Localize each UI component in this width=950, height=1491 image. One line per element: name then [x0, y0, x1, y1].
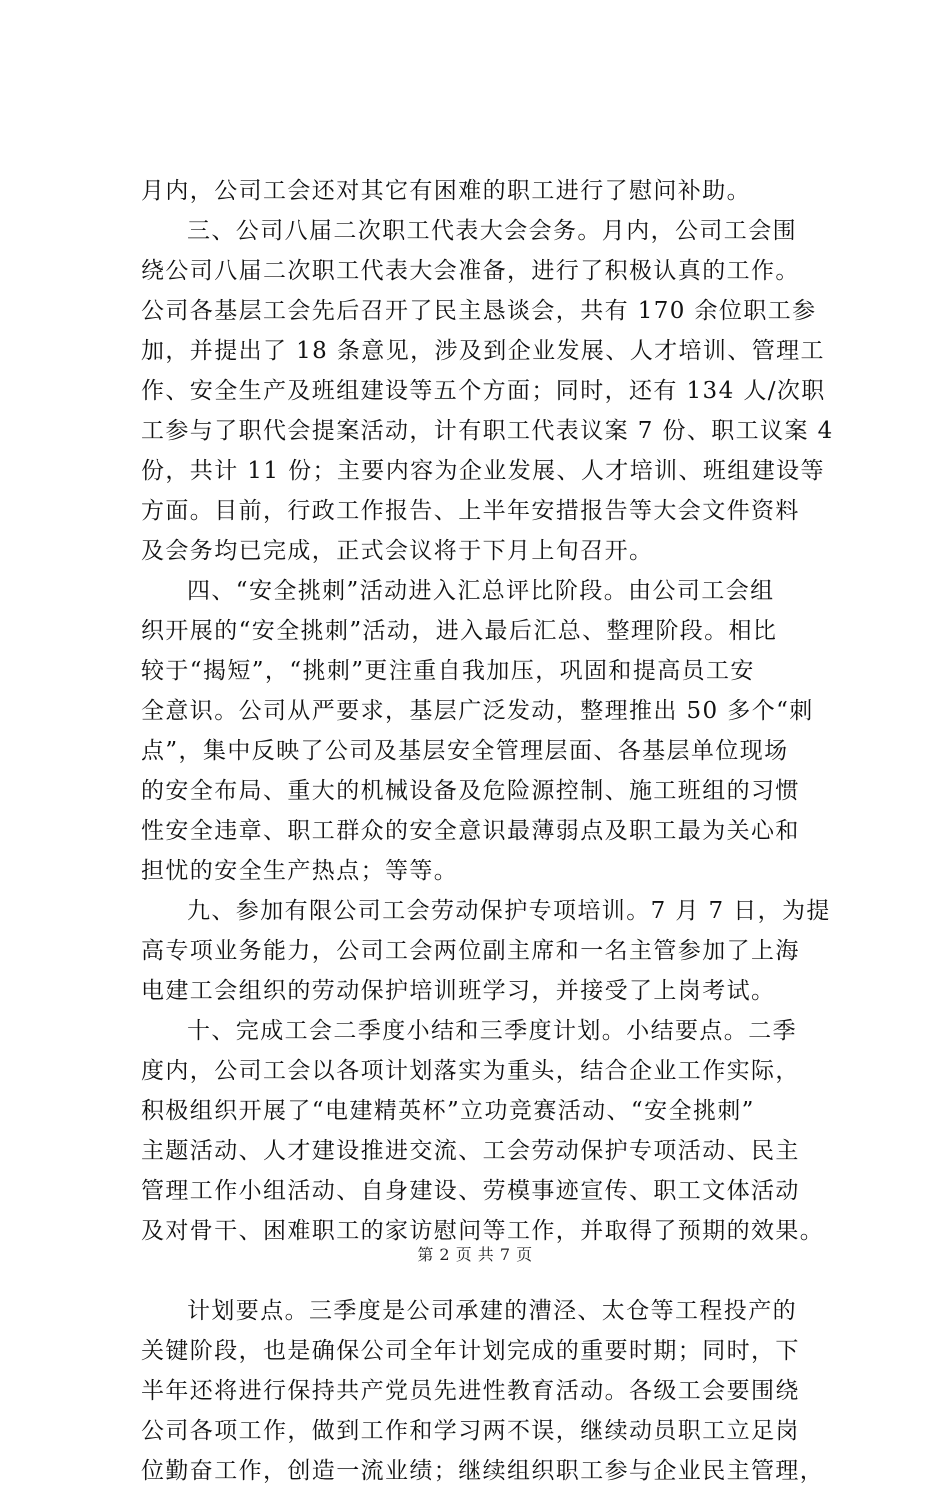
text-line: 份，共计 11 份；主要内容为企业发展、人才培训、班组建设等	[141, 458, 825, 484]
page-number-footer: 第 2 页 共 7 页	[417, 1245, 533, 1264]
text-line: 及对骨干、困难职工的家访慰问等工作，并取得了预期的效果。	[141, 1218, 825, 1244]
text-line: 四、“安全挑刺”活动进入汇总评比阶段。由公司工会组	[187, 578, 775, 604]
text-line: 的安全布局、重大的机械设备及危险源控制、施工班组的习惯	[141, 778, 800, 804]
text-line: 加，并提出了 18 条意见，涉及到企业发展、人才培训、管理工	[141, 338, 825, 364]
document-body	[141, 171, 861, 1491]
text-line: 三、公司八届二次职工代表大会会务。月内，公司工会围	[187, 218, 797, 244]
text-line: 全意识。公司从严要求，基层广泛发动，整理推出 50 多个“刺	[141, 698, 814, 724]
text-line: 公司各项工作，做到工作和学习两不误，继续动员职工立足岗	[141, 1418, 800, 1444]
text-line: 度内，公司工会以各项计划落实为重头，结合企业工作实际，	[141, 1058, 800, 1084]
text-line: 方面。目前，行政工作报告、上半年安措报告等大会文件资料	[141, 498, 800, 524]
text-line: 九、参加有限公司工会劳动保护专项培训。7 月 7 日，为提	[187, 898, 831, 924]
text-line: 作、安全生产及班组建设等五个方面；同时，还有 134 人/次职	[141, 378, 826, 404]
text-line: 位勤奋工作，创造一流业绩；继续组织职工参与企业民主管理，	[141, 1458, 825, 1484]
text-line: 十、完成工会二季度小结和三季度计划。小结要点。二季	[187, 1018, 797, 1044]
text-line: 计划要点。三季度是公司承建的漕泾、太仓等工程投产的	[187, 1298, 797, 1324]
text-line: 公司各基层工会先后召开了民主恳谈会，共有 170 余位职工参	[141, 298, 817, 324]
text-line: 担忧的安全生产热点；等等。	[141, 858, 459, 884]
text-line: 及会务均已完成，正式会议将于下月上旬召开。	[141, 538, 654, 564]
text-line: 性安全违章、职工群众的安全意识最薄弱点及职工最为关心和	[141, 818, 800, 844]
text-line: 积极组织开展了“电建精英杯”立功竞赛活动、“安全挑刺”	[141, 1098, 755, 1124]
text-line: 半年还将进行保持共产党员先进性教育活动。各级工会要围绕	[141, 1378, 800, 1404]
text-line: 电建工会组织的劳动保护培训班学习，并接受了上岗考试。	[141, 978, 776, 1004]
text-line: 工参与了职代会提案活动，计有职工代表议案 7 份、职工议案 4	[141, 418, 834, 444]
text-line: 管理工作小组活动、自身建设、劳模事迹宣传、职工文体活动	[141, 1178, 800, 1204]
text-line: 高专项业务能力，公司工会两位副主席和一名主管参加了上海	[141, 938, 800, 964]
text-line: 关键阶段，也是确保公司全年计划完成的重要时期；同时，下	[141, 1338, 800, 1364]
text-line: 主题活动、人才建设推进交流、工会劳动保护专项活动、民主	[141, 1138, 800, 1164]
text-line: 绕公司八届二次职工代表大会准备，进行了积极认真的工作。	[141, 258, 800, 284]
text-line: 月内，公司工会还对其它有困难的职工进行了慰问补助。	[141, 178, 751, 204]
text-line: 点”，集中反映了公司及基层安全管理层面、各基层单位现场	[141, 738, 789, 764]
text-line: 较于“揭短”，“挑刺”更注重自我加压，巩固和提高员工安	[141, 658, 755, 684]
text-line: 织开展的“安全挑刺”活动，进入最后汇总、整理阶段。相比	[141, 618, 778, 644]
